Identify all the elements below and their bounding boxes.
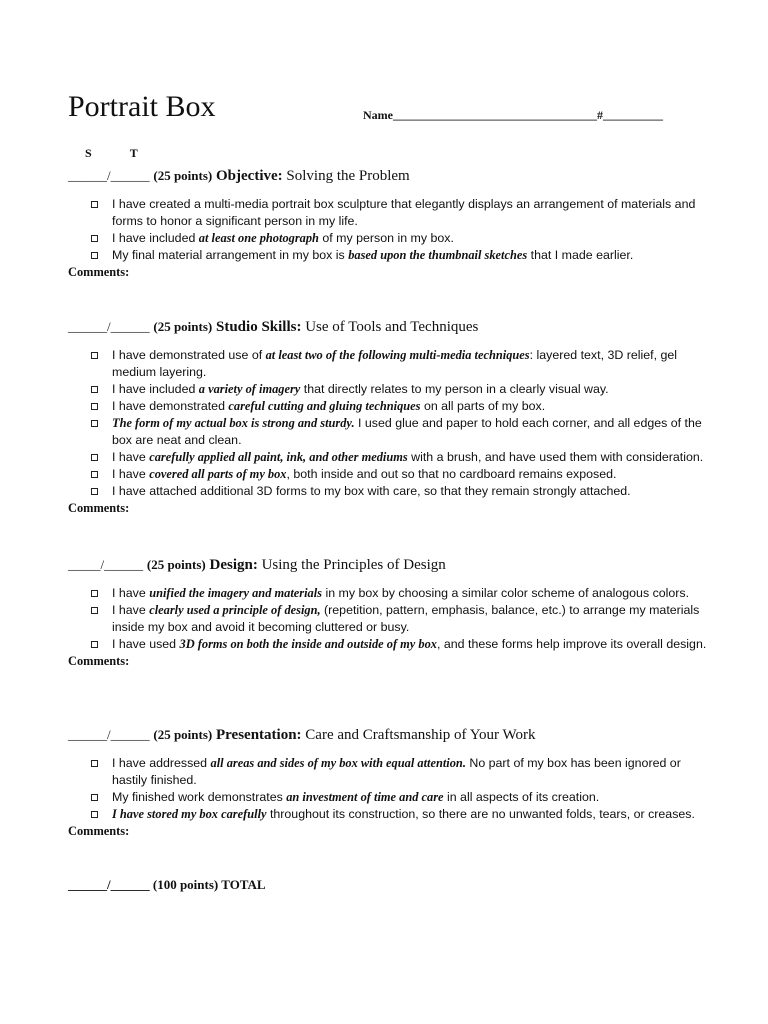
score-blank: ______/______ xyxy=(68,168,150,183)
checkbox-icon xyxy=(91,403,98,410)
checkbox-icon xyxy=(91,201,98,208)
checkbox-icon xyxy=(91,488,98,495)
checkbox-icon xyxy=(91,386,98,393)
criterion-text: that directly relates to my person in a clearly visual way. xyxy=(300,382,609,396)
criterion-item xyxy=(68,483,708,500)
total-score-line xyxy=(68,877,266,893)
points-label: (25 points) xyxy=(153,168,213,183)
checkbox-icon xyxy=(91,252,98,259)
section-presentation xyxy=(68,727,708,840)
checkbox-icon xyxy=(91,235,98,242)
section-subtitle: Care and Craftsmanship of Your Work xyxy=(305,727,536,743)
criterion-text: I have used xyxy=(112,637,180,651)
criterion-text: , and these forms help improve its overall design. xyxy=(437,637,707,651)
category-label: Studio Skills: xyxy=(216,319,302,335)
criterion-item xyxy=(68,789,708,806)
criterion-text: I have xyxy=(112,450,150,464)
criterion-text: (repetition, pattern, emphasis, balance, etc.) to arrange my materials inside my box and avoid it becoming cluttered or busy. xyxy=(112,603,700,634)
criterion-item xyxy=(68,247,708,264)
comments-label: Comments: xyxy=(68,654,130,668)
criterion-text: in my box by choosing a similar color scheme of analogous colors. xyxy=(322,586,690,600)
total-score-blank: ______/______ xyxy=(68,877,150,892)
criterion-emphasis: 3D forms on both the inside and outside of my box xyxy=(179,637,437,651)
category-label: Presentation: xyxy=(216,727,302,743)
criterion-emphasis: at least two of the following multi-media techniques xyxy=(265,348,530,362)
criterion-emphasis: carefully applied all paint, ink, and other mediums xyxy=(149,450,408,464)
checkbox-icon xyxy=(91,607,98,614)
criterion-item xyxy=(68,636,708,653)
criterion-emphasis: an investment of time and care xyxy=(286,790,444,804)
criteria-list xyxy=(68,347,708,500)
section-subtitle: Using the Principles of Design xyxy=(261,557,446,573)
section-objective xyxy=(68,168,708,281)
criterion-text: on all parts of my box. xyxy=(420,399,546,413)
criterion-emphasis: based upon the thumbnail sketches xyxy=(348,248,528,262)
criterion-emphasis: all areas and sides of my box with equal attention. xyxy=(210,756,466,770)
page-title: Portrait Box xyxy=(68,90,216,123)
criterion-text: , both inside and out so that no cardboard remains exposed. xyxy=(286,467,617,481)
criterion-item xyxy=(68,449,708,466)
checkbox-icon xyxy=(91,420,98,427)
points-label: (25 points) xyxy=(146,557,206,572)
criterion-emphasis: a variety of imagery xyxy=(198,382,301,396)
criterion-text: I have included xyxy=(112,382,199,396)
criterion-text: My finished work demonstrates xyxy=(112,790,287,804)
section-header xyxy=(68,319,708,336)
criterion-item xyxy=(68,347,708,381)
criterion-item xyxy=(68,466,708,483)
criterion-text: of my person in my box. xyxy=(318,231,454,245)
section-header xyxy=(68,557,708,574)
criterion-item xyxy=(68,230,708,247)
criterion-text: I have addressed xyxy=(112,756,211,770)
section-header xyxy=(68,727,708,744)
criterion-item xyxy=(68,585,708,602)
criterion-emphasis: at least one photograph xyxy=(198,231,319,245)
criterion-emphasis: The form of my actual box is strong and sturdy. xyxy=(112,416,355,430)
criterion-emphasis: I have stored my box carefully xyxy=(112,807,267,821)
criterion-text: I have demonstrated xyxy=(112,399,229,413)
total-points-label: (100 points) TOTAL xyxy=(152,877,266,892)
criterion-emphasis: clearly used a principle of design, xyxy=(149,603,321,617)
criterion-text: I used glue and paper to hold each corner, and all edges of the box are neat and clean. xyxy=(112,416,702,447)
criterion-text: No part of my box has been ignored or hastily finished. xyxy=(112,756,681,787)
criterion-text: that I made earlier. xyxy=(527,248,634,262)
section-studio-skills xyxy=(68,319,708,517)
checkbox-icon xyxy=(91,641,98,648)
checkbox-icon xyxy=(91,811,98,818)
criterion-text: I have created a multi-media portrait box sculpture that elegantly displays an arrangement of materials and forms to honor a significant person in my life. xyxy=(112,197,696,228)
checkbox-icon xyxy=(91,471,98,478)
checkbox-icon xyxy=(91,454,98,461)
checkbox-icon xyxy=(91,590,98,597)
criterion-text: I have attached additional 3D forms to my box with care, so that they remain strongly attached. xyxy=(112,484,631,498)
criterion-item xyxy=(68,415,708,449)
score-blank: ______/______ xyxy=(68,319,150,334)
criterion-text: I have included xyxy=(112,231,199,245)
points-label: (25 points) xyxy=(153,727,213,742)
section-subtitle: Use of Tools and Techniques xyxy=(305,319,479,335)
criterion-text: throughout its construction, so there are no unwanted folds, tears, or creases. xyxy=(266,807,695,821)
criteria-list xyxy=(68,585,708,653)
criterion-text: I have xyxy=(112,603,150,617)
criterion-text: My final material arrangement in my box is xyxy=(112,248,349,262)
teacher-score-header: T xyxy=(129,146,138,160)
criterion-text: I have demonstrated use of xyxy=(112,348,266,362)
criterion-item xyxy=(68,602,708,636)
criterion-item xyxy=(68,196,708,230)
criterion-emphasis: covered all parts of my box xyxy=(149,467,287,481)
criterion-item xyxy=(68,381,708,398)
comments-label: Comments: xyxy=(68,501,130,515)
points-label: (25 points) xyxy=(153,319,213,334)
criterion-text: in all aspects of its creation. xyxy=(443,790,600,804)
criterion-item xyxy=(68,806,708,823)
comments-label: Comments: xyxy=(68,265,130,279)
criterion-item xyxy=(68,755,708,789)
criterion-text: : layered text, 3D relief, gel medium layering. xyxy=(112,348,678,379)
criterion-emphasis: careful cutting and gluing techniques xyxy=(228,399,421,413)
comments-label: Comments: xyxy=(68,824,130,838)
category-label: Design: xyxy=(209,557,258,573)
criterion-item xyxy=(68,398,708,415)
checkbox-icon xyxy=(91,794,98,801)
checkbox-icon xyxy=(91,760,98,767)
criteria-list xyxy=(68,755,708,823)
checkbox-icon xyxy=(91,352,98,359)
criterion-text: with a brush, and have used them with consideration. xyxy=(407,450,704,464)
score-blank: _____/______ xyxy=(68,557,144,572)
name-number-line: Name__________________________________#__________ xyxy=(363,108,663,122)
criterion-text: I have xyxy=(112,586,150,600)
score-blank: ______/______ xyxy=(68,727,150,742)
section-header xyxy=(68,168,708,185)
student-score-header: S xyxy=(85,146,92,160)
section-subtitle: Solving the Problem xyxy=(286,168,410,184)
section-design xyxy=(68,557,708,670)
category-label: Objective: xyxy=(216,168,283,184)
score-column-headers xyxy=(85,146,138,161)
criterion-text: I have xyxy=(112,467,150,481)
criterion-emphasis: unified the imagery and materials xyxy=(149,586,322,600)
criteria-list xyxy=(68,196,708,264)
